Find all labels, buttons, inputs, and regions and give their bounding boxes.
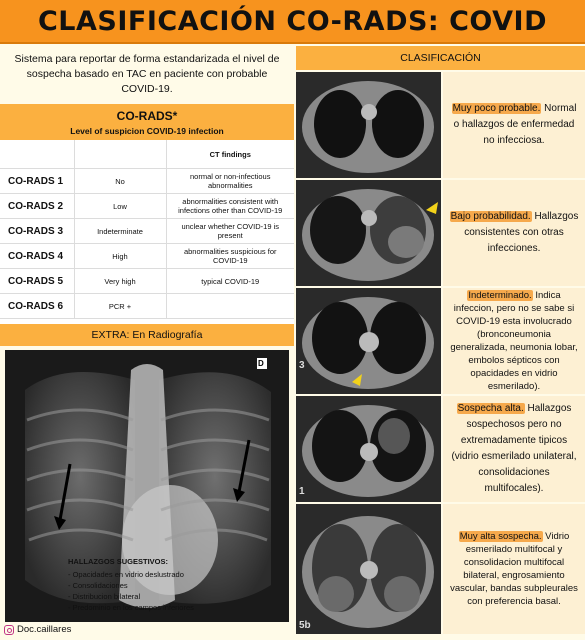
row-suspicion: Low — [74, 194, 166, 219]
corads-grid — [0, 140, 294, 319]
ct-label: 3 — [299, 360, 305, 371]
classification-highlight: Muy alta sospecha. — [459, 531, 542, 542]
table-row — [0, 294, 294, 319]
table-subheading: Level of suspicion COVID-19 infection — [70, 126, 224, 136]
xray-findings — [68, 556, 268, 613]
row-findings: abnormalities suspicious for COVID-19 — [166, 244, 294, 269]
classification-highlight: Sospecha alta. — [457, 403, 524, 414]
row-findings: typical COVID-19 — [166, 269, 294, 294]
findings-title: HALLAZGOS SUGESTIVOS: — [68, 557, 169, 566]
row-findings: normal or non-infectious abnormalities — [166, 169, 294, 194]
arrow-icon — [50, 460, 80, 530]
row-level: CO-RADS 4 — [0, 244, 74, 269]
row-level: CO-RADS 1 — [0, 169, 74, 194]
classification-highlight: Muy poco probable. — [452, 103, 541, 114]
table-row — [0, 244, 294, 269]
row-level: CO-RADS 3 — [0, 219, 74, 244]
table-column-header — [0, 140, 294, 169]
classification-item — [443, 396, 585, 502]
row-level: CO-RADS 5 — [0, 269, 74, 294]
finding-item: - Opacidades en vidrio deslustrado — [68, 570, 184, 579]
classification-text: Hallazgos sospechosos pero no extremadamente tipicos (vidrio esmerilado unilateral, consolidaciones multifocales). — [451, 403, 577, 494]
corads-table — [0, 104, 294, 324]
classification-highlight: Indeterminado. — [468, 290, 532, 301]
finding-item: - Consolidaciones — [68, 581, 128, 590]
table-row — [0, 169, 294, 194]
classification-text: Indica infeccion, pero no se sabe si COVID-19 esta involucrado (bronconeumonia generalizada, neumonia lobar, embolos sépticos con opacidades en vidrio esmerilado). — [450, 290, 578, 392]
col-findings: CT findings — [166, 140, 294, 169]
classification-item — [443, 72, 585, 178]
ct-scan-image — [296, 396, 441, 502]
ct-scan-image — [296, 504, 441, 634]
row-level: CO-RADS 2 — [0, 194, 74, 219]
ct-scan-image — [296, 288, 441, 394]
row-findings — [166, 294, 294, 319]
extra-label: EXTRA: En Radiografía — [0, 324, 294, 346]
classification-text: Normal o hallazgos de enfermedad no infecciosa. — [453, 103, 577, 146]
row-suspicion: PCR + — [74, 294, 166, 319]
classification-text: Hallazgos consistentes con otras infecciones. — [464, 211, 579, 254]
table-row — [0, 219, 294, 244]
ct-scan-image — [296, 180, 441, 286]
table-row — [0, 269, 294, 294]
classification-item — [443, 288, 585, 394]
credit — [4, 624, 71, 635]
ct-scan-image — [296, 72, 441, 178]
table-row — [0, 194, 294, 219]
classification-label: CLASIFICACIÓN — [296, 46, 585, 70]
classification-item — [443, 180, 585, 286]
row-suspicion: Very high — [74, 269, 166, 294]
classification-text: Vidrio esmerilado multifocal y consolidacion multifocal bilateral, engrosamiento vascular, bandas subpleurales con preferencia basal. — [450, 531, 578, 607]
page-title: CLASIFICACIÓN CO-RADS: COVID — [37, 5, 548, 37]
title-bar — [0, 0, 585, 44]
row-findings: unclear whether COVID-19 is present — [166, 219, 294, 244]
instagram-icon — [4, 625, 14, 635]
classification-highlight: Bajo probabilidad. — [450, 211, 531, 222]
table-heading: CO-RADS* — [116, 109, 178, 123]
intro-text: Sistema para reportar de forma estandarizada el nivel de sospecha basado en TAC en paciente con probable COVID-19. — [0, 46, 294, 104]
row-suspicion: Indeterminate — [74, 219, 166, 244]
credit-handle: Doc.caillares — [17, 624, 72, 635]
finding-item: - Predominio en los campos inferiores — [68, 603, 194, 612]
row-suspicion: No — [74, 169, 166, 194]
ct-label: 5b — [299, 620, 311, 631]
row-findings: abnormalities consistent with infections other than COVID-19 — [166, 194, 294, 219]
classification-item — [443, 504, 585, 634]
finding-item: - Distribucion bilateral — [68, 592, 141, 601]
arrow-icon — [227, 436, 257, 506]
table-header — [0, 104, 294, 140]
row-level: CO-RADS 6 — [0, 294, 74, 319]
row-suspicion: High — [74, 244, 166, 269]
xray-marker: D — [258, 359, 264, 368]
ct-label: 1 — [299, 486, 305, 497]
